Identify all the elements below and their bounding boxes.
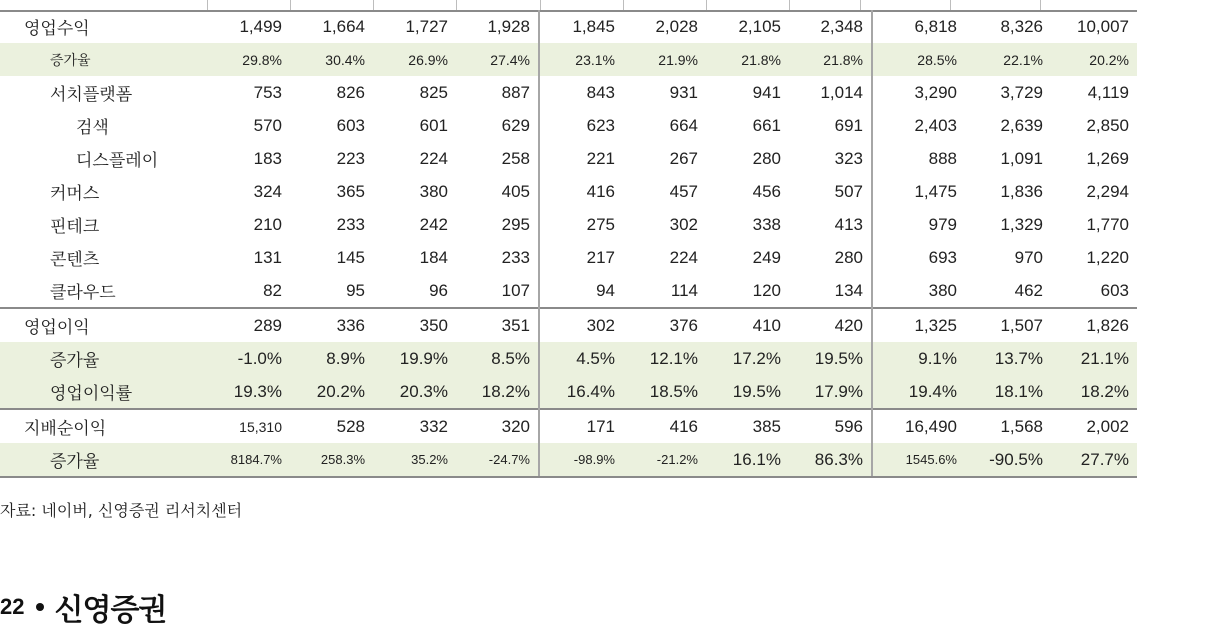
table-row	[0, 175, 1137, 208]
table-cell: 3,290	[872, 76, 965, 109]
table-cell: 224	[419, 148, 448, 168]
table-cell: 29.8%	[207, 43, 290, 76]
table-cell: -24.7%	[456, 443, 539, 477]
table-cell: 365	[336, 181, 365, 201]
source-note: 자료: 네이버, 신영증권 리서치센터	[0, 501, 243, 520]
table-cell: 603	[336, 115, 365, 135]
table-row	[0, 76, 1137, 109]
table-cell: 221	[539, 142, 623, 175]
table-cell: 16.1%	[706, 443, 789, 477]
table-cell: 23.1%	[539, 43, 623, 76]
table-cell: 323	[834, 148, 863, 168]
table-cell: 385	[706, 409, 789, 443]
table-cell: 18.2%	[456, 375, 539, 409]
table-cell: 1545.6%	[872, 443, 965, 477]
table-cell: 13.7%	[965, 342, 1051, 375]
table-cell: 22.1%	[965, 43, 1051, 76]
table-row	[0, 342, 1137, 375]
row-label: 콘텐츠	[50, 250, 100, 269]
table-cell: 134	[834, 280, 863, 300]
table-cell: 332	[373, 409, 456, 443]
table-cell: 21.8%	[706, 43, 789, 76]
table-row	[0, 443, 1137, 477]
table-row	[0, 142, 1137, 175]
table-cell: 96	[429, 280, 448, 300]
table-cell: 691	[834, 115, 863, 135]
table-cell: 82	[263, 280, 282, 300]
table-cell: -1.0%	[207, 342, 290, 375]
table-cell: 94	[539, 274, 623, 308]
table-row	[0, 43, 1137, 76]
table-cell: 941	[752, 82, 781, 102]
table-cell: 17.2%	[706, 342, 789, 375]
table-cell: 171	[539, 409, 623, 443]
table-cell: 2,639	[1000, 115, 1043, 135]
row-label: 증가율	[0, 43, 207, 76]
table-cell: 20.2%	[290, 375, 373, 409]
table-cell: 19.3%	[207, 375, 290, 409]
table-cell: 9.1%	[872, 342, 965, 375]
row-label: 검색	[76, 118, 109, 137]
table-cell: 267	[669, 148, 698, 168]
table-cell: -98.9%	[539, 443, 623, 477]
table-cell: 217	[539, 241, 623, 274]
table-cell: 601	[419, 115, 448, 135]
row-label: 디스플레이	[76, 151, 159, 170]
row-label: 지배순이익	[0, 409, 207, 443]
table-cell: 753	[253, 82, 282, 102]
row-label: 클라우드	[50, 283, 116, 302]
row-label: 핀테크	[50, 217, 100, 236]
table-row	[0, 208, 1137, 241]
table-cell: 280	[752, 148, 781, 168]
bullet-dot-icon	[36, 603, 44, 611]
table-cell: 21.1%	[1051, 342, 1137, 375]
table-cell: 20.2%	[1051, 43, 1137, 76]
table-cell: 970	[1014, 247, 1043, 267]
table-cell: 336	[290, 308, 373, 342]
table-cell: 1,329	[1000, 214, 1043, 234]
table-cell: 26.9%	[373, 43, 456, 76]
table-cell: 1,475	[872, 175, 965, 208]
table-cell: 462	[1014, 280, 1043, 300]
table-cell: 2,028	[655, 16, 698, 36]
table-cell: 661	[752, 115, 781, 135]
table-row	[0, 409, 1137, 443]
table-cell: 320	[456, 409, 539, 443]
table-cell: 1,220	[1086, 247, 1129, 267]
row-label: 커머스	[50, 184, 100, 203]
table-cell: 107	[501, 280, 530, 300]
row-label: 영업수익	[24, 19, 90, 38]
table-cell: 184	[419, 247, 448, 267]
table-cell: 21.8%	[789, 43, 872, 76]
table-cell: 351	[456, 308, 539, 342]
table-cell: 2,294	[1086, 181, 1129, 201]
table-cell: 233	[501, 247, 530, 267]
table-cell: 242	[419, 214, 448, 234]
table-cell: 19.4%	[872, 375, 965, 409]
table-cell: 338	[752, 214, 781, 234]
table-cell: 1,014	[820, 82, 863, 102]
table-row	[0, 308, 1137, 342]
table-cell: 289	[207, 308, 290, 342]
table-cell: 18.5%	[623, 375, 706, 409]
table-cell: 10,007	[1077, 16, 1129, 36]
page-number: 22	[0, 594, 25, 619]
table-cell: 27.4%	[456, 43, 539, 76]
table-cell: 456	[752, 181, 781, 201]
table-cell: 302	[539, 308, 623, 342]
table-cell: 16,490	[872, 409, 965, 443]
table-cell: 380	[419, 181, 448, 201]
table-cell: 210	[253, 214, 282, 234]
table-cell: 528	[290, 409, 373, 443]
table-cell: 8.9%	[290, 342, 373, 375]
table-cell: 295	[501, 214, 530, 234]
table-cell: 86.3%	[789, 443, 872, 477]
table-cell: 21.9%	[623, 43, 706, 76]
table-cell: 2,002	[1051, 409, 1137, 443]
table-cell: 979	[872, 208, 965, 241]
table-cell: 2,348	[820, 16, 863, 36]
table-cell: 8.5%	[456, 342, 539, 375]
table-cell: 603	[1100, 280, 1129, 300]
table-cell: 1,568	[965, 409, 1051, 443]
table-cell: 887	[501, 82, 530, 102]
table-cell: 20.3%	[373, 375, 456, 409]
table-cell: 35.2%	[373, 443, 456, 477]
table-cell: 131	[253, 247, 282, 267]
table-cell: 27.7%	[1051, 443, 1137, 477]
table-cell: 183	[253, 148, 282, 168]
table-cell: 8,326	[1000, 16, 1043, 36]
page-footer	[0, 585, 166, 629]
table-cell: 6,818	[872, 10, 965, 43]
table-cell: 95	[346, 280, 365, 300]
table-cell: 18.2%	[1051, 375, 1137, 409]
table-cell: 2,850	[1086, 115, 1129, 135]
table-cell: 420	[789, 308, 872, 342]
table-cell: -21.2%	[623, 443, 706, 477]
table-cell: 413	[834, 214, 863, 234]
table-cell: 114	[670, 280, 698, 300]
table-body	[0, 10, 1137, 477]
table-cell: 1,845	[539, 10, 623, 43]
row-label: 영업이익률	[0, 375, 207, 409]
table-cell: 4,119	[1087, 82, 1129, 102]
table-cell: 280	[834, 247, 863, 267]
table-cell: 1,836	[1000, 181, 1043, 201]
row-label: 증가율	[0, 443, 207, 477]
table-cell: 8184.7%	[207, 443, 290, 477]
table-cell: 275	[539, 208, 623, 241]
table-cell: 18.1%	[965, 375, 1051, 409]
table-cell: 302	[669, 214, 698, 234]
table-cell: 376	[623, 308, 706, 342]
table-row	[0, 241, 1137, 274]
table-cell: 1,664	[322, 16, 365, 36]
table-cell: 596	[789, 409, 872, 443]
table-cell: 145	[336, 247, 365, 267]
table-cell: 570	[253, 115, 282, 135]
table-cell: 4.5%	[539, 342, 623, 375]
table-cell: 17.9%	[789, 375, 872, 409]
table-cell: 629	[501, 115, 530, 135]
table-cell: 224	[669, 247, 698, 267]
table-cell: 405	[501, 181, 530, 201]
table-cell: 3,729	[1000, 82, 1043, 102]
table-cell: 931	[669, 82, 698, 102]
table-cell: 416	[623, 409, 706, 443]
table-cell: 1,770	[1086, 214, 1129, 234]
table-cell: 1,325	[872, 308, 965, 342]
table-cell: 664	[669, 115, 698, 135]
table-cell: 2,403	[872, 109, 965, 142]
table-cell: -90.5%	[965, 443, 1051, 477]
table-cell: 457	[669, 181, 698, 201]
brand-logo-text: 신영증권	[54, 593, 167, 628]
table-cell: 16.4%	[539, 375, 623, 409]
table-cell: 233	[336, 214, 365, 234]
table-cell: 19.5%	[706, 375, 789, 409]
table-cell: 258.3%	[290, 443, 373, 477]
table-cell: 843	[539, 76, 623, 109]
table-cell: 623	[539, 109, 623, 142]
table-cell: 2,105	[738, 16, 781, 36]
table-cell: 223	[336, 148, 365, 168]
table-cell: 249	[752, 247, 781, 267]
table-cell: 693	[872, 241, 965, 274]
table-cell: 15,310	[207, 409, 290, 443]
table-cell: 1,507	[965, 308, 1051, 342]
table-cell: 350	[373, 308, 456, 342]
table-cell: 1,727	[405, 16, 448, 36]
row-label: 영업이익	[0, 308, 207, 342]
table-cell: 258	[501, 148, 530, 168]
table-cell: 1,269	[1086, 148, 1129, 168]
table-cell: 28.5%	[872, 43, 965, 76]
table-cell: 1,499	[239, 16, 282, 36]
table-row	[0, 10, 1137, 43]
table-cell: 507	[834, 181, 863, 201]
table-cell: 888	[872, 142, 965, 175]
table-cell: 825	[419, 82, 448, 102]
table-cell: 19.5%	[789, 342, 872, 375]
table-cell: 324	[253, 181, 282, 201]
table-cell: 410	[706, 308, 789, 342]
table-cell: 120	[752, 280, 781, 300]
table-cell: 380	[872, 274, 965, 308]
table-cell: 19.9%	[373, 342, 456, 375]
table-cell: 416	[539, 175, 623, 208]
row-label: 서치플랫폼	[50, 85, 133, 104]
table-row	[0, 375, 1137, 409]
table-row	[0, 109, 1137, 142]
table-cell: 1,091	[1000, 148, 1043, 168]
table-cell: 826	[336, 82, 365, 102]
table-row	[0, 274, 1137, 308]
table-cell: 1,928	[487, 16, 530, 36]
row-label: 증가율	[0, 342, 207, 375]
table-cell: 30.4%	[290, 43, 373, 76]
table-cell: 12.1%	[623, 342, 706, 375]
financial-table	[0, 10, 1137, 478]
table-cell: 1,826	[1051, 308, 1137, 342]
